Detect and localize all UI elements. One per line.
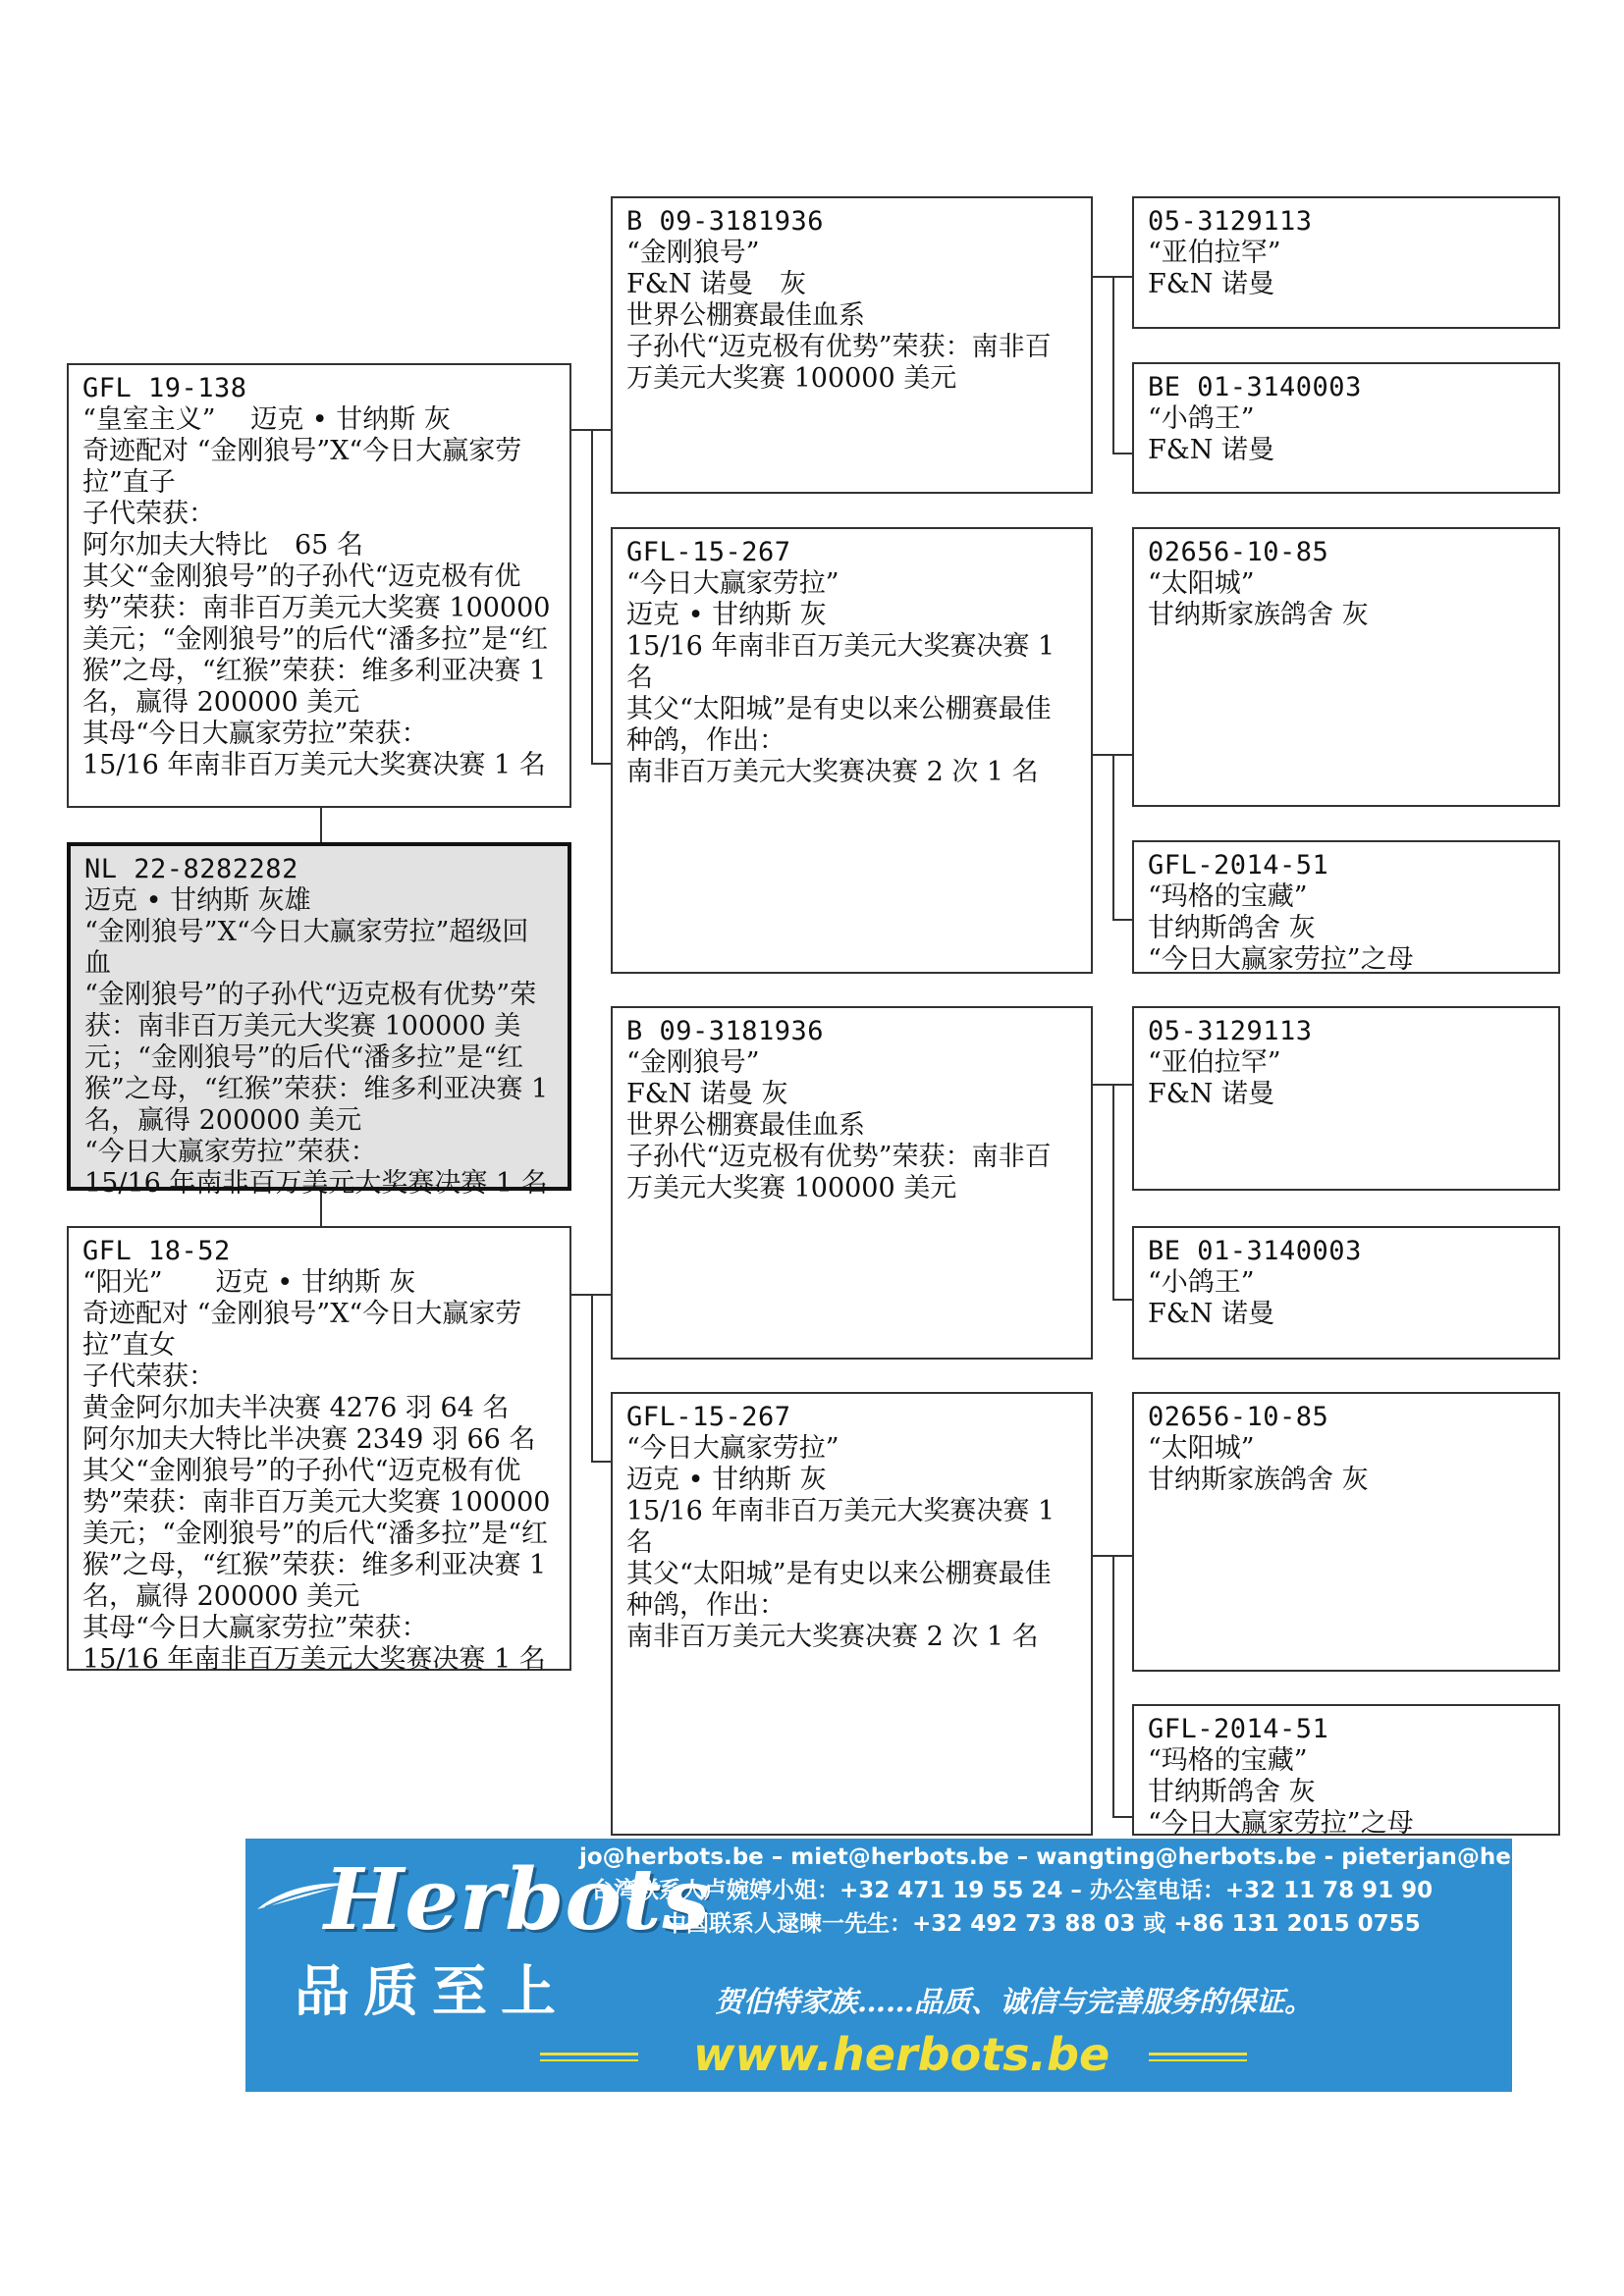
pedigree-text-line: “今日大赢家劳拉” (626, 1433, 839, 1464)
ggp-card (1132, 1704, 1560, 1839)
connector-line (320, 808, 322, 842)
dam-sire-card (611, 1006, 1093, 1360)
ggp-card (1132, 1006, 1560, 1191)
pedigree-text-line: 15/16 年南非百万美元大奖赛决赛 1 名 (626, 631, 1063, 693)
ring-number: GFL 18-52 (82, 1236, 231, 1266)
pedigree-text-line: “金刚狼号” (626, 238, 760, 268)
connector-line (1112, 1816, 1132, 1818)
dam-card (67, 1226, 571, 1675)
pedigree-text-line: 奇迹配对 “金刚狼号”X“今日大赢家劳拉”直女 (82, 1299, 522, 1361)
pedigree-text-line: “今日大赢家劳拉”之母 (1148, 1808, 1414, 1839)
pedigree-text-line: 子代荣获： (82, 499, 215, 529)
decorative-line (1149, 2053, 1247, 2056)
connector-line (591, 1294, 593, 1461)
connector-line (1112, 754, 1114, 919)
contact-taiwan: 台湾联系人卢婉婷小姐：+32 471 19 55 24 – 办公室电话：+32 11 78 91 90 (591, 1878, 1434, 1903)
pedigree-text-line: “小鸽王” (1148, 403, 1255, 434)
tagline: 贺伯特家族……品质、诚信与完善服务的保证。 (715, 1985, 1314, 2018)
ring-number: GFL-15-267 (626, 537, 791, 567)
pedigree-text-line: 其父“太阳城”是有史以来公棚赛最佳种鸽，作出： (626, 694, 1052, 756)
contact-emails[interactable]: jo@herbots.be – miet@herbots.be – wangting@herbots.be - pieterjan@herbots.be (579, 1844, 1618, 1870)
pedigree-text-line: 其母“今日大赢家劳拉”荣获： (82, 1613, 428, 1643)
slogan: 品质至上 (295, 1960, 569, 2024)
ring-number: GFL-15-267 (626, 1402, 791, 1432)
pedigree-text-line: 奇迹配对 “金刚狼号”X“今日大赢家劳拉”直子 (82, 436, 522, 498)
pedigree-text-line: 其父“金刚狼号”的子孙代“迈克极有优势”荣获：南非百万美元大奖赛 100000 美元；“金刚狼号”的后代“潘多拉”是“红猴”之母，“红猴”荣获：维多利亚决赛 1 名，赢得 200000 美元 (82, 1456, 560, 1612)
pedigree-text-line: 迈克 • 甘纳斯 灰 (626, 1465, 827, 1495)
pedigree-text-line: “皇室主义” 迈克 • 甘纳斯 灰 (82, 404, 451, 435)
sire-sire-card (611, 196, 1093, 494)
pedigree-text-line: 黄金阿尔加夫半决赛 4276 羽 64 名 (82, 1393, 510, 1423)
connector-line (1112, 1084, 1114, 1299)
ggp-card (1132, 527, 1560, 807)
ring-number: GFL-2014-51 (1148, 850, 1329, 881)
pedigree-text-line: 其母“今日大赢家劳拉”荣获： (82, 719, 428, 749)
pedigree-text-line: 甘纳斯鸽舍 灰 (1148, 1777, 1316, 1807)
decorative-line (540, 2059, 638, 2061)
ring-number: B 09-3181936 (626, 206, 825, 237)
ring-number: 05-3129113 (1148, 1016, 1313, 1046)
ring-number: BE 01-3140003 (1148, 1236, 1362, 1266)
sire-dam-card (611, 527, 1093, 974)
pedigree-text-line: “玛格的宝藏” (1148, 1745, 1308, 1776)
pedigree-text-line: 世界公棚赛最佳血系 (626, 1110, 865, 1141)
ggp-card (1132, 1392, 1560, 1672)
subject-card (67, 842, 571, 1199)
ring-number: GFL 19-138 (82, 373, 247, 403)
pedigree-text-line: “金刚狼号”的子孙代“迈克极有优势”荣获：南非百万美元大奖赛 100000 美元；“金刚狼号”的后代“潘多拉”是“红猴”之母，“红猴”荣获：维多利亚决赛 1 名，赢得 200000 美元 (84, 980, 557, 1136)
pedigree-text-line: 迈克 • 甘纳斯 灰 (626, 600, 827, 630)
pedigree-text-line: 南非百万美元大奖赛决赛 2 次 1 名 (626, 757, 1039, 787)
pedigree-text-line: 世界公棚赛最佳血系 (626, 300, 865, 331)
decorative-line (540, 2053, 638, 2056)
pedigree-text-line: F&N 诺曼 (1148, 435, 1274, 465)
pedigree-text-line: F&N 诺曼 (1148, 269, 1274, 299)
pedigree-text-line: 阿尔加夫大特比 65 名 (82, 530, 363, 561)
pedigree-text-line: “金刚狼号” (626, 1047, 760, 1078)
pedigree-text-line: 南非百万美元大奖赛决赛 2 次 1 名 (626, 1622, 1039, 1652)
pedigree-text-line: 子孙代“迈克极有优势”荣获：南非百万美元大奖赛 100000 美元 (626, 332, 1052, 394)
ring-number: 02656-10-85 (1148, 537, 1329, 567)
pedigree-text-line: 15/16 年南非百万美元大奖赛决赛 1 名 (626, 1496, 1063, 1558)
brand-logo-text: Herbots (324, 1850, 711, 1949)
pedigree-text-line: 迈克 • 甘纳斯 灰雄 (84, 885, 311, 916)
connector-line (1112, 919, 1132, 921)
pedigree-text-line: 甘纳斯家族鸽舍 灰 (1148, 1465, 1369, 1495)
ggp-card (1132, 362, 1560, 494)
pedigree-text-line: “今日大赢家劳拉”荣获： (84, 1137, 377, 1167)
pedigree-text-line: 子孙代“迈克极有优势”荣获：南非百万美元大奖赛 100000 美元 (626, 1142, 1052, 1203)
decorative-line (1149, 2059, 1247, 2061)
pedigree-text-line: F&N 诺曼 灰 (626, 269, 806, 299)
connector-line (591, 1461, 611, 1463)
connector-line (1112, 1555, 1114, 1816)
connector-line (1112, 1299, 1132, 1301)
pedigree-text-line: 甘纳斯鸽舍 灰 (1148, 913, 1316, 943)
ring-number: GFL-2014-51 (1148, 1714, 1329, 1744)
connector-line (1112, 276, 1114, 453)
connector-line (591, 429, 593, 763)
pedigree-text-line: “太阳城” (1148, 1433, 1255, 1464)
pedigree-text-line: 其父“太阳城”是有史以来公棚赛最佳种鸽，作出： (626, 1559, 1052, 1621)
pedigree-text-line: 15/16 年南非百万美元大奖赛决赛 1 名 (84, 1168, 548, 1199)
ring-number: B 09-3181936 (626, 1016, 825, 1046)
pedigree-text-line: 甘纳斯家族鸽舍 灰 (1148, 600, 1369, 630)
pedigree-text-line: “今日大赢家劳拉” (626, 568, 839, 599)
connector-line (1112, 453, 1132, 454)
ring-number: 05-3129113 (1148, 206, 1313, 237)
contact-china: 中国联系人逯暕一先生：+32 492 73 88 03 或 +86 131 2015 0755 (664, 1911, 1421, 1937)
ggp-card (1132, 1226, 1560, 1360)
ring-number: NL 22-8282282 (84, 854, 298, 884)
ring-number: 02656-10-85 (1148, 1402, 1329, 1432)
pedigree-text-line: 其父“金刚狼号”的子孙代“迈克极有优势”荣获：南非百万美元大奖赛 100000 美元；“金刚狼号”的后代“潘多拉”是“红猴”之母，“红猴”荣获：维多利亚决赛 1 名，赢得 200000 美元 (82, 561, 560, 718)
pedigree-text-line: 阿尔加夫大特比半决赛 2349 羽 66 名 (82, 1424, 536, 1455)
sire-card (67, 363, 571, 808)
pedigree-text-line: “玛格的宝藏” (1148, 881, 1308, 912)
pedigree-text-line: “今日大赢家劳拉”之母 (1148, 944, 1414, 975)
pedigree-text-line: 子代荣获： (82, 1362, 215, 1392)
ggp-card (1132, 840, 1560, 974)
pedigree-text-line: F&N 诺曼 (1148, 1299, 1274, 1329)
pedigree-text-line: F&N 诺曼 灰 (626, 1079, 788, 1109)
pedigree-text-line: “小鸽王” (1148, 1267, 1255, 1298)
herbots-banner (245, 1839, 1618, 2092)
connector-line (591, 763, 611, 765)
ring-number: BE 01-3140003 (1148, 372, 1362, 402)
pedigree-text-line: “亚伯拉罕” (1148, 1047, 1281, 1078)
pedigree-text-line: “金刚狼号”X“今日大赢家劳拉”超级回血 (84, 917, 529, 979)
pedigree-text-line: “亚伯拉罕” (1148, 238, 1281, 268)
pedigree-text-line: F&N 诺曼 (1148, 1079, 1274, 1109)
website-link[interactable]: www.herbots.be (693, 2028, 1110, 2081)
ggp-card (1132, 196, 1560, 329)
pedigree-text-line: “太阳城” (1148, 568, 1255, 599)
pedigree-text-line: “阳光” 迈克 • 甘纳斯 灰 (82, 1267, 416, 1298)
dam-dam-card (611, 1392, 1093, 1836)
pedigree-text-line: 15/16 年南非百万美元大奖赛决赛 1 名 (82, 1644, 546, 1675)
pedigree-text-line: 15/16 年南非百万美元大奖赛决赛 1 名 (82, 750, 546, 780)
